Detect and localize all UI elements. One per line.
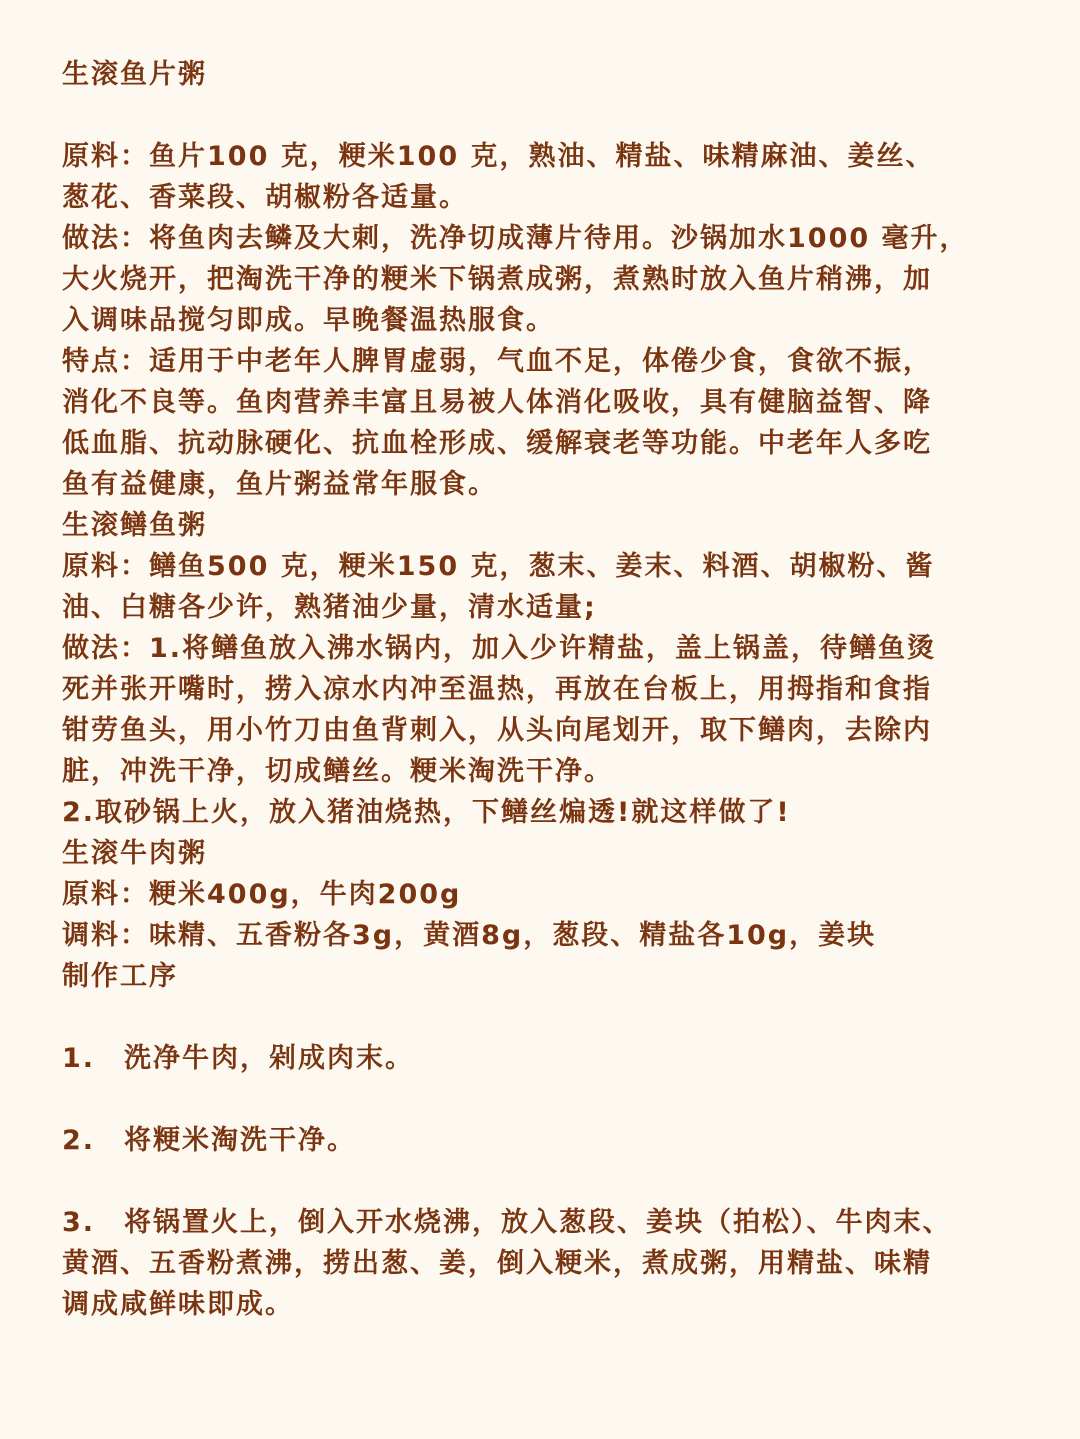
recipe-text-line: 鱼有益健康，鱼片粥益常年服食。 [62,469,497,500]
recipe-text-line: 钳劳鱼头，用小竹刀由鱼背刺入，从头向尾划开，取下鳝肉，去除内 [62,715,932,746]
recipe-document [62,54,1037,1325]
recipe-text-line: 调料：味精、五香粉各3g，黄酒8g，葱段、精盐各10g，姜块 [62,920,877,951]
recipe-beef-porridge [62,833,1037,1325]
step-line: 黄酒、五香粉煮沸，捞出葱、姜，倒入粳米，煮成粥，用精盐、味精 [62,1248,932,1279]
recipe-text-line: 原料：鳝鱼500 克，粳米150 克，葱末、姜末、料酒、胡椒粉、酱 [62,551,935,582]
recipe-eel-porridge [62,505,1037,833]
recipe-text-line: 原料：鱼片100 克，粳米100 克，熟油、精盐、味精麻油、姜丝、 [62,141,935,172]
spacer [62,1079,1037,1120]
recipe-text-line: 原料：粳米400g，牛肉200g [62,879,462,910]
recipe-text-line: 做法：1.将鳝鱼放入沸水锅内，加入少许精盐，盖上锅盖，待鳝鱼烫 [62,633,937,664]
recipe-text-line: 大火烧开，把淘洗干净的粳米下锅煮成粥，煮熟时放入鱼片稍沸，加 [62,264,932,295]
recipe-fish-porridge [62,54,1037,505]
recipe-text-line: 死并张开嘴时，捞入凉水内冲至温热，再放在台板上，用拇指和食指 [62,674,932,705]
recipe-text-line: 低血脂、抗动脉硬化、抗血栓形成、缓解衰老等功能。中老年人多吃 [62,428,932,459]
spacer [62,1161,1037,1202]
recipe-text-line: 特点：适用于中老年人脾胃虚弱，气血不足，体倦少食，食欲不振， [62,346,932,377]
recipe-text-line: 消化不良等。鱼肉营养丰富且易被人体消化吸收，具有健脑益智、降 [62,387,932,418]
step-line: 2. 将粳米淘洗干净。 [62,1125,357,1156]
recipe-text-line: 做法：将鱼肉去鳞及大刺，洗净切成薄片待用。沙锅加水1000 毫升， [62,223,969,254]
step-line: 1. 洗净牛肉，剁成肉末。 [62,1043,415,1074]
recipe-title: 生滚牛肉粥 [62,838,207,869]
step-line: 3. 将锅置火上，倒入开水烧沸，放入葱段、姜块（拍松）、牛肉末、 [62,1207,952,1238]
recipe-text-line: 2.取砂锅上火，放入猪油烧热，下鳝丝煸透!就这样做了! [62,797,791,828]
recipe-text-line: 葱花、香菜段、胡椒粉各适量。 [62,182,468,213]
section-heading: 制作工序 [62,961,178,992]
spacer [62,95,1037,136]
spacer [62,997,1037,1038]
recipe-title: 生滚鳝鱼粥 [62,510,207,541]
recipe-text-line: 油、白糖各少许，熟猪油少量，清水适量; [62,592,597,623]
recipe-text-line: 入调味品搅匀即成。早晚餐温热服食。 [62,305,555,336]
recipe-text-line: 脏，冲洗干净，切成鳝丝。粳米淘洗干净。 [62,756,613,787]
step-line: 调成咸鲜味即成。 [62,1289,294,1320]
recipe-title: 生滚鱼片粥 [62,59,207,90]
